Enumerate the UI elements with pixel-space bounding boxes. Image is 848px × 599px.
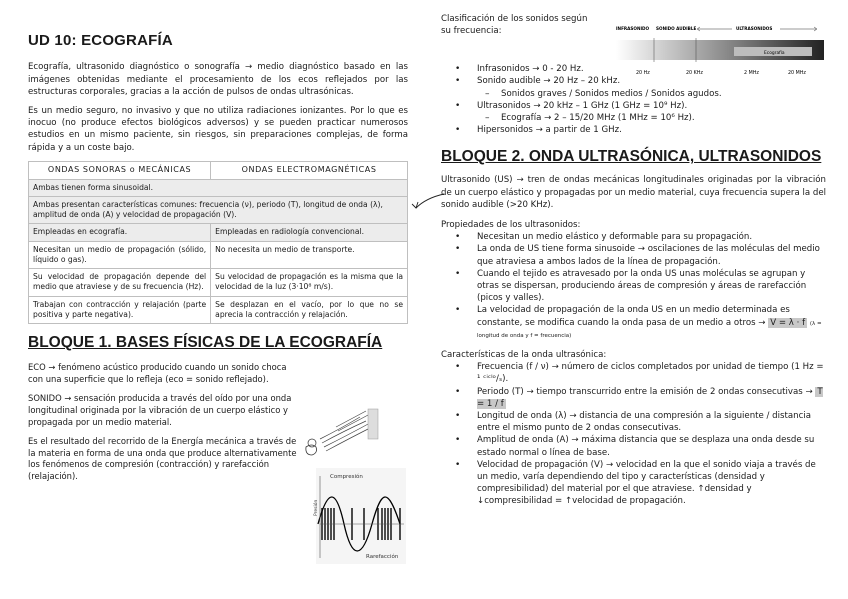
table-cell: Necesitan un medio de propagación (sólido, líquido o gas). (29, 241, 211, 269)
list-item: • La onda de US tiene forma sinusoide → oscilaciones de las moléculas del medio que atraviesa a ambos lados de la línea de propagación. (441, 243, 826, 267)
characteristics-title: Características de la onda ultrasónica: (441, 350, 607, 361)
spectrum-tick-3: 2 MHz (744, 71, 759, 76)
list-item: – Ecografía → 2 – 15/20 MHz (1 MHz = 10⁶ Hz). (441, 112, 826, 124)
sound-definition: SONIDO → sensación producida a través del oído por una onda longitudinal originada por la vibración de un cuerpo elástico y propagada por un medio material. (28, 392, 292, 427)
table-cell: Empleadas en ecografía. (29, 224, 211, 241)
properties-title: Propiedades de los ultrasonidos: (441, 220, 581, 231)
table-cell: Empleadas en radiología convencional. (211, 224, 408, 241)
list-item: • Frecuencia (f / ν) → número de ciclos completados por unidad de tiempo (1 Hz = ¹ ᶜⁱᶜˡᵒ/ₛ). (441, 361, 826, 385)
figure-label-pressure: Presión (314, 499, 319, 516)
pointer-arrow-icon (406, 190, 446, 224)
spectrum-label-ultra: ULTRASONIDOS (736, 26, 773, 31)
period-formula: T = 1 / f (477, 386, 823, 409)
table-header-sound: ONDAS SONORAS o MECÁNICAS (29, 161, 211, 179)
right-column (441, 14, 826, 508)
table-cell: No necesita un medio de transporte. (211, 241, 408, 269)
spectrum-tick-4: 20 MHz (788, 71, 806, 76)
figure-label-rarefaction: Rarefacción (366, 554, 399, 560)
list-item: • Longitud de onda (λ) → distancia de una compresión a la siguiente / distancia entre el mismo punto de 2 ondas consecutivas. (441, 410, 826, 434)
classification-title: Clasificación de los sonidos según su frecuencia: (441, 14, 588, 36)
list-item: • Infrasonidos → 0 - 20 Hz. (441, 63, 826, 75)
intro-paragraph: Ecografía, ultrasonido diagnóstico o sonografía → medio diagnóstico basado en las imágenes obtenidas mediante el procesamiento de los ecos reflejados por las estructuras corporales, gracias a la acción de pulsos de ondas ultrasónicas. (28, 62, 408, 97)
list-item: • Velocidad de propagación (V) → velocidad en la que el sonido viaja a través de un medio, varía dependiendo del tipo y características (densidad y compresibilidad) del material por el que atraviese. ↑densidad y ↓compresibilidad = ↑velocidad de propagación. (441, 459, 826, 508)
list-item: • Cuando el tejido es atravesado por la onda US unas moléculas se agrupan y otras se dispersan, produciendo áreas de compresión y áreas de rarefacción (picos y valles). (441, 268, 826, 305)
echo-definition: ECO → fenómeno acústico producido cuando un sonido choca con una superficie que lo refleja (eco = sonido reflejado). (28, 362, 287, 384)
ultrasound-definition: Ultrasonido (US) → tren de ondas mecánicas longitudinales originadas por la vibración de un cuerpo elástico y propagadas por un medio material, cuya frecuencia supera la del sonido audible (>20 KHz). (441, 175, 826, 210)
list-item: • Ultrasonidos → 20 kHz – 1 GHz (1 GHz = 10⁹ Hz). (441, 100, 826, 112)
spectrum-label-eco: Ecografía (764, 51, 785, 56)
compression-rarefaction-figure (316, 468, 406, 564)
table-cell: Se desplazan en el vacío, por lo que no se aprecia la contracción y relajación. (211, 296, 408, 324)
list-item: • Sonido audible → 20 Hz – 20 kHz. (441, 75, 826, 87)
page-title: UD 10: ECOGRAFÍA (28, 32, 173, 49)
table-row: Ambas presentan características comunes: frecuencia (ν), periodo (T), longitud de onda (λ), amplitud de onda (A) y velocidad de propagación (V). (29, 196, 408, 224)
velocity-note: (λ = longitud de onda y f = frecuencia) (477, 320, 822, 339)
block-2-title: BLOQUE 2. ONDA ULTRASÓNICA, ULTRASONIDOS (441, 148, 822, 166)
velocity-text: La velocidad de propagación de la onda US en un medio determinada es constante, se modifica cuando la onda pasa de un medio a otros → (477, 305, 790, 328)
velocity-formula: V = λ · f (770, 317, 806, 328)
list-item: • Necesitan un medio elástico y deformable para su propagación. (441, 231, 826, 243)
spectrum-tick-2: 20 KHz (686, 71, 703, 76)
frequency-list (441, 63, 826, 136)
table-cell: Su velocidad de propagación es la misma que la velocidad de la luz (3·10⁸ m/s). (211, 269, 408, 297)
figure-label-compression: Compresión (330, 474, 363, 480)
list-item (441, 386, 826, 410)
table-row: Ambas tienen forma sinusoidal. (29, 179, 408, 196)
table-cell: Su velocidad de propagación depende del medio que atraviese y de su frecuencia (Hz). (29, 269, 211, 297)
spectrum-tick-1: 20 Hz (636, 71, 650, 76)
list-item: • Hipersonidos → a partir de 1 GHz. (441, 124, 826, 136)
table-header-em: ONDAS ELECTROMAGNÉTICAS (211, 161, 408, 179)
list-item: – Sonidos graves / Sonidos medios / Sonidos agudos. (441, 88, 826, 100)
properties-list (441, 231, 826, 341)
table-cell: Trabajan con contracción y relajación (parte positiva y parte negativa). (29, 296, 211, 324)
list-item (441, 304, 826, 341)
period-text: Periodo (T) → tiempo transcurrido entre la emisión de 2 ondas consecutivas → (477, 386, 813, 397)
intro-paragraph-2: Es un medio seguro, no invasivo y que no utiliza radiaciones ionizantes. Por lo que es inocuo (no produce efectos biológicos adversos) y se pueden practicar numerosos estudios en un mismo paciente, sin riesgos, sin preparaciones complejas, de forma rápida y a un coste bajo. (28, 105, 408, 153)
block-1-title: BLOQUE 1. BASES FÍSICAS DE LA ECOGRAFÍA (28, 334, 383, 352)
spectrum-label-infra: INFRASONIDO (616, 26, 650, 31)
sound-energy-paragraph: Es el resultado del recorrido de la Energía mecánica a través de la materia en forma de una onda que produce alternativamente los fenómenos de compresión (contracción) y rarefacción (relajación). (28, 435, 297, 482)
comparison-table (28, 161, 408, 324)
spectrum-label-audible: SONIDO AUDIBLE (656, 26, 697, 31)
echo-illustration (302, 407, 382, 457)
characteristics-list (441, 361, 826, 507)
list-item: • Amplitud de onda (A) → máxima distancia que se desplaza una onda desde su estado normal o línea de base. (441, 434, 826, 458)
